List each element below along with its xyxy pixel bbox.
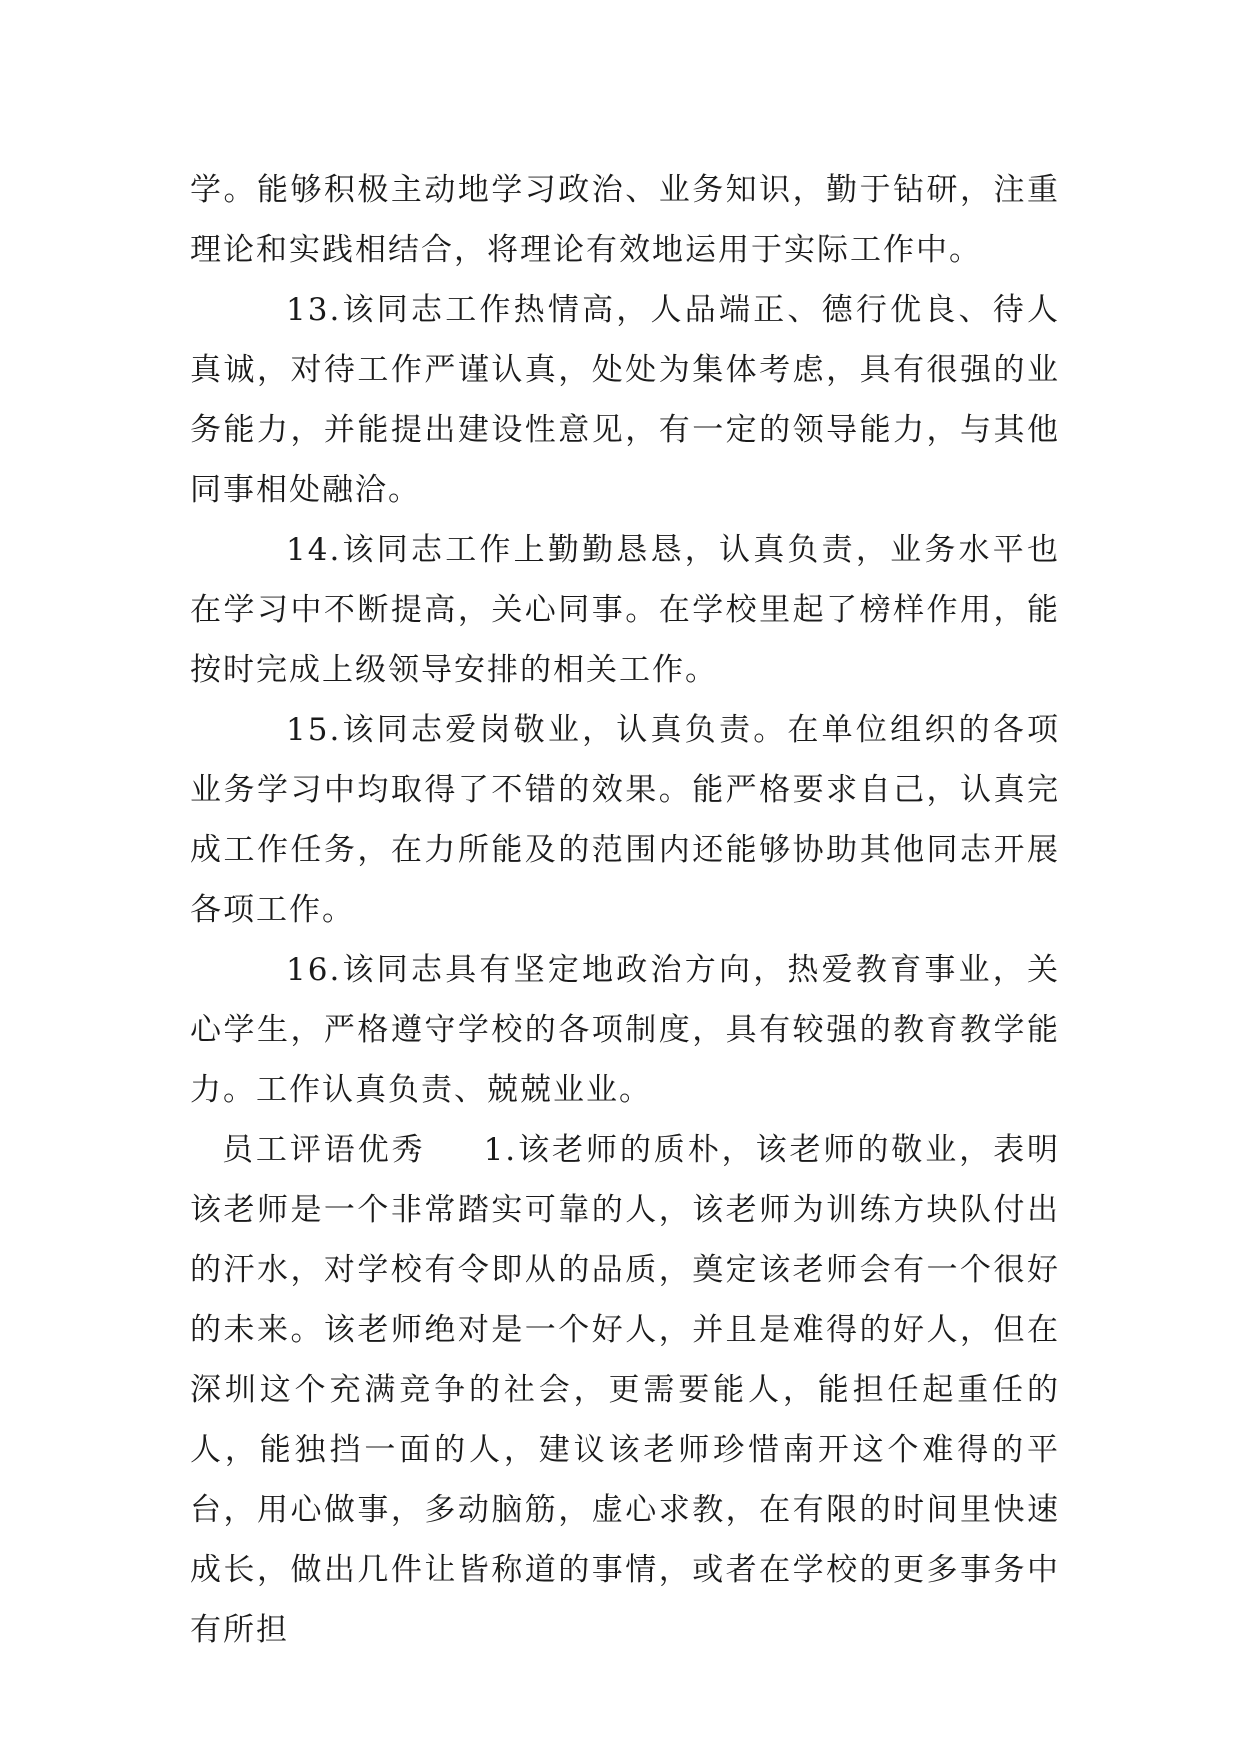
paragraph-item-16: 16.该同志具有坚定地政治方向，热爱教育事业，关心学生，严格遵守学校的各项制度，具有较强的教育教学能力。工作认真负责、兢兢业业。: [190, 952, 1060, 1108]
section-paragraph: [190, 1120, 1060, 1660]
section-title: 员工评语优秀: [222, 1132, 426, 1168]
paragraph-item-13: 13.该同志工作热情高，人品端正、德行优良、待人真诚，对待工作严谨认真，处处为集体考虑，具有很强的业务能力，并能提出建设性意见，有一定的领导能力，与其他同事相处融洽。: [190, 292, 1060, 508]
paragraph-item-14: 14.该同志工作上勤勤恳恳，认真负责，业务水平也在学习中不断提高，关心同事。在学校里起了榜样作用，能按时完成上级领导安排的相关工作。: [190, 532, 1060, 688]
document-body: [190, 160, 1060, 1660]
paragraph-continuation: 学。能够积极主动地学习政治、业务知识，勤于钻研，注重理论和实践相结合，将理论有效地运用于实际工作中。: [190, 172, 1060, 268]
paragraph-item-15: 15.该同志爱岗敬业，认真负责。在单位组织的各项业务学习中均取得了不错的效果。能严格要求自己，认真完成工作任务，在力所能及的范围内还能够协助其他同志开展各项工作。: [190, 712, 1060, 928]
section-first-item: 1.该老师的质朴，该老师的敬业，表明该老师是一个非常踏实可靠的人，该老师为训练方块队付出的汗水，对学校有令即从的品质，奠定该老师会有一个很好的未来。该老师绝对是一个好人，并且是难得的好人，但在深圳这个充满竞争的社会，更需要能人，能担任起重任的人，能独挡一面的人，建议该老师珍惜南开这个难得的平台，用心做事，多动脑筋，虚心求教，在有限的时间里快速成长，做出几件让皆称道的事情，或者在学校的更多事务中有所担: [190, 1132, 1061, 1648]
